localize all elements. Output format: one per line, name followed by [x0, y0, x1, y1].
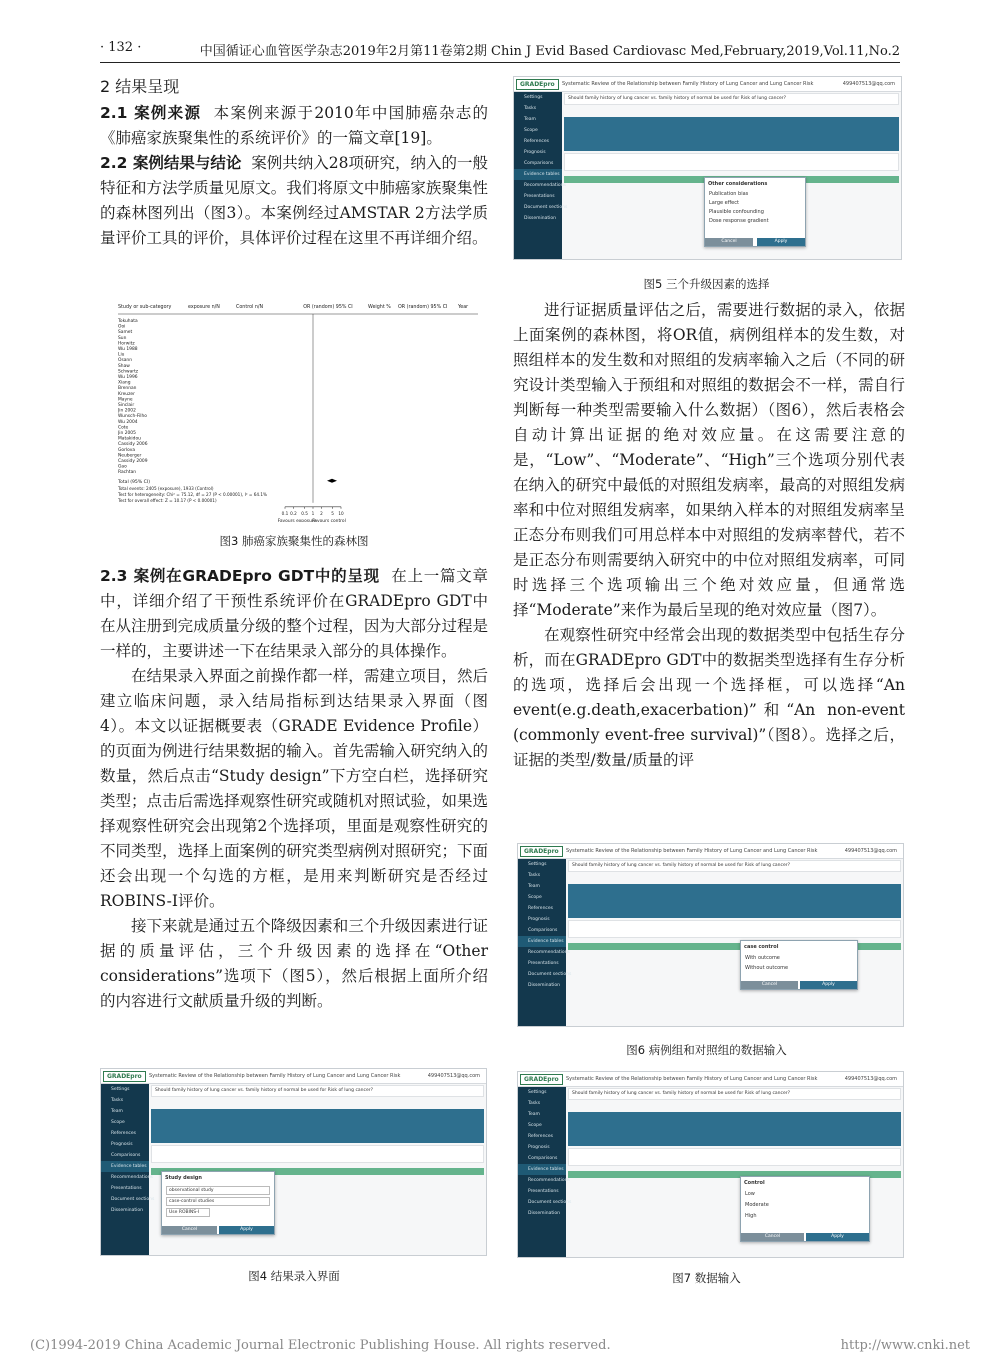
study-label: Matakidou [118, 436, 141, 442]
sidebar-item[interactable]: References [524, 139, 550, 144]
sidebar-item[interactable]: Document sections [528, 972, 572, 977]
left-column [100, 74, 488, 251]
user-email: 499407513@qq.com [842, 81, 895, 87]
robins-checkbox[interactable]: Use ROBINS-I [166, 1208, 210, 1217]
sidebar-item[interactable]: Tasks [111, 1098, 124, 1103]
sidebar-item[interactable]: Scope [528, 895, 542, 900]
sidebar-item[interactable]: Evidence tables [518, 936, 566, 947]
study-label: Wu 2004 [118, 419, 138, 425]
x-tick-label: 10 [338, 510, 344, 516]
figure-caption: 图5 三个升级因素的选择 [643, 277, 770, 291]
sidebar-item[interactable]: Prognosis [524, 150, 546, 155]
sidebar-item[interactable]: Recommendations [111, 1175, 153, 1180]
study-label: Cassidy 2009 [118, 459, 148, 464]
running-header [100, 38, 900, 63]
sidebar-item[interactable]: Recommendations [528, 1178, 570, 1183]
table-header [151, 1109, 484, 1143]
project-title: Systematic Review of the Relationship between Family History of Lung Cancer and Lung Cancer Risk [149, 1073, 401, 1079]
sidebar-item[interactable]: Team [524, 117, 536, 122]
sidebar-item[interactable]: Recommendations [524, 183, 566, 188]
study-label: Neuberger [118, 453, 142, 459]
sidebar-item[interactable]: Evidence tables [518, 1164, 566, 1175]
right-column [513, 298, 905, 773]
sidebar-item[interactable]: Prognosis [528, 1145, 550, 1150]
sidebar-item[interactable]: Team [528, 1112, 540, 1117]
study-design-popup [161, 1171, 275, 1235]
subsection-heading: 2.3 案例在GRADEpro GDT中的呈现 [100, 567, 380, 585]
col-header-study: Study or sub-category [118, 305, 172, 310]
study-label: Shaw [118, 363, 130, 369]
paragraph: 在上一篇文章中，详细介绍了干预性系统评价在GRADEpro GDT中在从注册到完成质量分级的整个过程，因为大部分过程是一样的，主要讲述一下在结果录入部分的具体操作。 [100, 567, 488, 660]
x-tick-label: 1 [311, 510, 315, 516]
figure-caption: 图6 病例组和对照组的数据输入 [626, 1043, 787, 1057]
gradepro-logo: GRADEpro [520, 846, 563, 857]
figure-caption: 图7 数据输入 [672, 1271, 741, 1285]
sidebar-item[interactable]: Presentations [528, 1189, 559, 1194]
table-header [564, 117, 899, 151]
journal-line: 中国循证心血管医学杂志2019年2月第11卷第2期 Chin J Evid Based Cardiovasc Med,February,2019,Vol.11,No.2 [199, 44, 900, 59]
popup-row[interactable]: Plausible confounding [709, 209, 764, 215]
screenshot-fig7 [517, 1071, 904, 1258]
study-label: Cote [118, 425, 129, 431]
study-label: Wu 1988 [118, 347, 138, 352]
other-considerations-popup [704, 177, 806, 247]
copyright-text: (C)1994-2019 China Academic Journal Electronic Publishing House. All rights reserved. [30, 1338, 611, 1353]
sidebar-item[interactable]: Comparisons [528, 928, 558, 933]
screenshot-fig5 [513, 76, 902, 260]
x-tick-label: 0.1 [281, 510, 289, 516]
favours-right: Favours control [312, 518, 346, 522]
table-header [568, 884, 901, 918]
study-label: Mayne [118, 397, 133, 403]
study-label: Schwartz [118, 369, 139, 375]
sidebar-item[interactable]: Document sections [111, 1197, 155, 1202]
study-label: Jin 2002 [118, 408, 136, 414]
apply-button[interactable]: Apply [806, 1233, 869, 1241]
popup-title: case control [744, 944, 779, 950]
paragraph: 案例共纳入28项研究，纳入的一般特征和方法学质量见原文。我们将原文中肺癌家族聚集性的森林图列出（图3）。本案例经过AMSTAR 2方法学质量评价工具的评价，具体评价过程在这里不再详细介绍。 [100, 154, 488, 247]
project-title: Systematic Review of the Relationship between Family History of Lung Cancer and Lung Cancer Risk [562, 81, 814, 87]
subsection-heading: 2.2 案例结果与结论 [100, 154, 242, 172]
x-tick-label: 0.2 [290, 510, 297, 516]
sidebar-item[interactable]: Tasks [524, 106, 537, 111]
study-label: Liu [118, 352, 125, 358]
paragraph: 本案例来源于2010年中国肺癌杂志的《肺癌家族聚集性的系统评价》的一篇文章[19]。 [100, 104, 489, 147]
sidebar-item[interactable]: Settings [528, 1090, 547, 1095]
user-email: 499407513@qq.com [427, 1073, 480, 1079]
study-label: Wu 1996 [118, 375, 138, 380]
question-bar: Should family history of lung cancer vs. family history of normal be used for Risk of lung cancer? [568, 860, 901, 872]
table-header [568, 1112, 901, 1146]
sidebar-item[interactable]: Team [111, 1109, 123, 1114]
sidebar-item[interactable]: Document sections [528, 1200, 572, 1205]
study-label: Wunsch-Filho [118, 414, 147, 420]
study-label: Osann [118, 358, 132, 364]
sidebar-item[interactable]: Dissemination [528, 983, 561, 988]
sidebar-item[interactable]: Recommendations [528, 950, 570, 955]
gradepro-logo: GRADEpro [520, 1074, 563, 1085]
sidebar-item[interactable]: Scope [111, 1120, 125, 1125]
paragraph: 接下来就是通过五个降级因素和三个升级因素进行证据的质量评估，三个升级因素的选择在“Other considerations”选项下（图5），然后根据上面所介绍的内容进行文献质量升级的判断。 [100, 917, 488, 1010]
popup-title: Study design [165, 1175, 202, 1181]
case-control-popup [740, 940, 858, 990]
question-bar: Should family history of lung cancer vs. family history of normal be used for Risk of lung cancer? [151, 1085, 484, 1097]
study-label: Jin 2005 [118, 431, 136, 436]
popup-row[interactable]: High [745, 1213, 757, 1219]
sidebar [518, 1087, 572, 1257]
sidebar-item[interactable]: Settings [111, 1087, 130, 1092]
study-label: Gao [118, 464, 127, 470]
col-header-or2: OR (random) 95% CI [398, 305, 448, 310]
study-label: Samet [118, 330, 133, 336]
user-email: 499407513@qq.com [844, 848, 897, 854]
sidebar-item[interactable]: Scope [524, 128, 538, 133]
study-label: Ooi [118, 324, 126, 330]
subsection-heading: 2.1 案例来源 [100, 104, 202, 122]
left-column-lower [100, 564, 488, 1014]
study-label: Rachtan [118, 470, 137, 476]
popup-row[interactable]: With outcome [745, 955, 780, 961]
apply-button[interactable]: Apply [757, 238, 805, 246]
figure-caption: 图4 结果录入界面 [248, 1269, 340, 1283]
sidebar-item[interactable]: Comparisons [528, 1156, 558, 1161]
sidebar-item[interactable]: Team [528, 884, 540, 889]
popup-row[interactable]: Low [745, 1191, 755, 1197]
type-select[interactable]: case-control studies [166, 1197, 270, 1206]
table-row [151, 1145, 484, 1163]
design-select[interactable]: observational study [166, 1186, 270, 1195]
popup-title: Control [744, 1180, 765, 1186]
section-title: 2 结果呈现 [100, 77, 180, 96]
cancel-button[interactable]: Cancel [741, 981, 798, 989]
sidebar-item[interactable]: Prognosis [528, 917, 550, 922]
sidebar-item[interactable]: Prognosis [111, 1142, 133, 1147]
forest-plot-svg [118, 300, 478, 522]
control-risk-popup [740, 1176, 870, 1242]
study-label: Brennan [118, 386, 137, 392]
popup-row[interactable]: Publication bias [709, 191, 749, 197]
table-row [568, 1148, 901, 1166]
copyright-footer [30, 1338, 970, 1353]
sidebar-item[interactable]: Dissemination [528, 1211, 561, 1216]
cancel-button[interactable]: Cancel [162, 1226, 217, 1234]
sidebar-item[interactable]: Presentations [111, 1186, 142, 1191]
overall-effect: Test for overall effect: Z = 10.17 (P < 0.00001) [118, 497, 217, 503]
study-label: Cassidy 2006 [118, 442, 148, 448]
heterogeneity-test: Test for heterogeneity: Chi² = 75.12, df = 27 (P < 0.00001), I² = 64.1% [118, 491, 268, 497]
study-label: Kreuzer [118, 391, 135, 397]
sidebar [101, 1084, 155, 1255]
study-label: Horwitz [118, 341, 135, 347]
study-label: Sinclair [118, 403, 135, 408]
footer-url[interactable]: http://www.cnki.net [840, 1338, 970, 1353]
sidebar-item[interactable]: References [111, 1131, 137, 1136]
sidebar-item[interactable]: Dissemination [111, 1208, 144, 1213]
page-number: · 132 · [100, 40, 142, 55]
favours-left: Favours exposure [277, 518, 317, 522]
forest-plot [118, 300, 478, 522]
sidebar-item[interactable]: References [528, 906, 554, 911]
sidebar-item[interactable]: Settings [528, 862, 547, 867]
project-title: Systematic Review of the Relationship between Family History of Lung Cancer and Lung Cancer Risk [566, 848, 818, 854]
sidebar [518, 859, 572, 1026]
x-tick-label: 5 [331, 510, 334, 516]
figure-caption: 图3 肺癌家族聚集性的森林图 [219, 534, 369, 548]
screenshot-fig4 [100, 1068, 487, 1256]
col-header-year: Year [458, 305, 469, 310]
x-tick-label: 0.5 [301, 510, 308, 516]
cancel-button[interactable]: Cancel [741, 1233, 804, 1241]
paragraph: 在结果录入界面之前操作都一样，需建立项目，然后建立临床问题，录入结局指标到达结果录入界面（图4）。本文以证据概要表（GRADE Evidence Profile）的页面为例进行结果数据的输入。首先需输入研究纳入的数量，然后点击“Study design”下方空白栏，选择研究类型；点击后需选择观察性研究或随机对照试验，如果选择观察性研究会出现第2个选择项，里面是观察性研究的不同类型，选择上面案例的研究类型病例对照研究；下面还会出现一个勾选的方框，是用来判断研究是否经过ROBINS-I评价。 [100, 667, 488, 910]
sidebar-item[interactable]: Comparisons [524, 161, 554, 166]
sidebar-item[interactable]: Evidence tables [514, 169, 562, 180]
x-tick-label: 2 [320, 510, 323, 516]
gradepro-logo: GRADEpro [103, 1071, 146, 1082]
sidebar-item[interactable]: Scope [528, 1123, 542, 1128]
user-email: 499407513@qq.com [844, 1076, 897, 1082]
sidebar-item[interactable]: References [528, 1134, 554, 1139]
apply-button[interactable]: Apply [800, 981, 857, 989]
total-events: Total events: 2405 (exposure), 1933 (Control) [118, 485, 214, 491]
cancel-button[interactable]: Cancel [705, 238, 753, 246]
sidebar-item[interactable]: Presentations [528, 961, 559, 966]
study-label: Tokuhata [118, 319, 138, 324]
apply-button[interactable]: Apply [219, 1226, 274, 1234]
col-header-exposure: exposure n/N [188, 305, 220, 310]
question-bar: Should family history of lung cancer vs. family history of normal be used for Risk of lung cancer? [564, 93, 899, 105]
popup-row[interactable]: Moderate [745, 1202, 769, 1208]
col-header-weight: Weight % [368, 305, 391, 310]
project-title: Systematic Review of the Relationship between Family History of Lung Cancer and Lung Cancer Risk [566, 1076, 818, 1082]
popup-row[interactable]: Without outcome [745, 965, 789, 971]
sidebar-item[interactable]: Document sections [524, 205, 568, 210]
sidebar-item[interactable]: Presentations [524, 194, 555, 199]
screenshot-fig6 [517, 843, 904, 1027]
popup-row[interactable]: Dose response gradient [709, 218, 769, 224]
paragraph: 在观察性研究中经常会出现的数据类型中包括生存分析，而在GRADEpro GDT中的数据类型选择有生存分析的选项，选择后会出现一个选择框，可以选择“An event(e.g.death,exacerbation)”和“An non-event (commonly event-free survival)”（图8）。选择之后，证据的类型/数量/质量的评 [513, 626, 905, 769]
sidebar-item[interactable]: Tasks [528, 1101, 541, 1106]
popup-row[interactable]: Large effect [709, 200, 739, 206]
study-label: Xiang [118, 380, 131, 386]
sidebar [514, 92, 568, 259]
study-label: Gorlova [118, 447, 136, 453]
sidebar-item[interactable]: Settings [524, 95, 543, 100]
table-row [568, 920, 901, 938]
total-label: Total (95% CI) [118, 479, 151, 485]
sidebar-item[interactable]: Tasks [528, 873, 541, 878]
sidebar-item[interactable]: Comparisons [111, 1153, 141, 1158]
table-row [564, 153, 899, 171]
popup-title: Other considerations [708, 181, 768, 187]
col-header-or: OR (random) 95% CI [303, 305, 353, 310]
study-label: Sun [118, 335, 127, 341]
sidebar-item[interactable]: Evidence tables [101, 1161, 149, 1172]
sidebar-item[interactable]: Dissemination [524, 216, 557, 221]
col-header-control: Control n/N [236, 305, 264, 310]
question-bar: Should family history of lung cancer vs. family history of normal be used for Risk of lung cancer? [568, 1088, 901, 1100]
pooled-diamond [327, 479, 337, 483]
paragraph: 进行证据质量评估之后，需要进行数据的录入，依据上面案例的森林图，将OR值，病例组样本的发生数，对照组样本的发生数和对照组的发病率输入之后（不同的研究设计类型输入于预组和对照组的数据会不一样，需自行判断每一种类型需要输入什么数据）（图6），然后表格会自动计算出证据的绝对效应量。在这需要注意的是，“Low”、“Moderate”、“High”三个选项分别代表在纳入的研究中最低的对照组发病率，最高的对照组发病率和中位对照组发病率，如果纳入样本的对照组发病率呈正态分布则我们可用总样本中对照组的发病率替代，若不是正态分布则需要纳入研究中的中位对照组发病率，可同时选择三个选项输出三个绝对效应量，但通常选择“Moderate”来作为最后呈现的绝对效应量（图7）。 [513, 301, 905, 619]
gradepro-logo: GRADEpro [516, 79, 559, 90]
